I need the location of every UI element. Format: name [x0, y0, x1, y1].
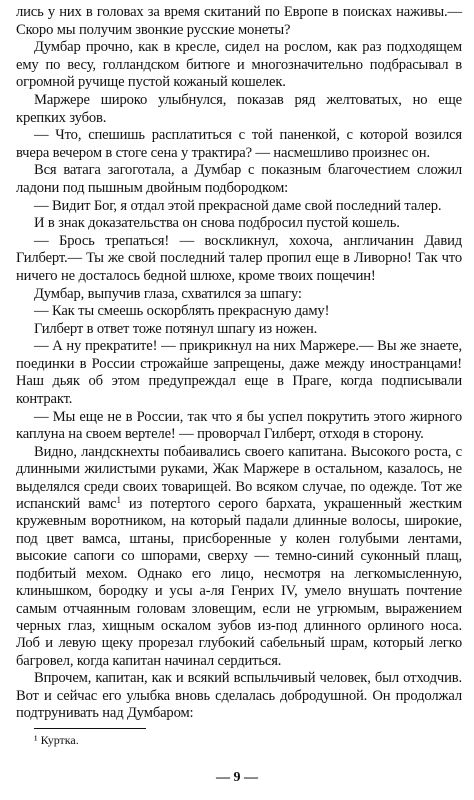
paragraph: Думбар прочно, как в кресле, сидел на рослом, как раз подходящем ему по весу, голландском битюге и многозначительно подбрасывал в огромной ручище пустой кожаный кошелек.	[16, 39, 462, 91]
paragraph: — А ну прекратите! — прикрикнул на них Маржере.— Вы же знаете, поединки в России строжайше запрещены, даже между иностранцами! Наш дьяк об этом предупреждал еще в Праге, когда подписывали контракт.	[16, 338, 462, 408]
paragraph	[16, 444, 462, 670]
paragraph: Впрочем, капитан, как и всякий вспыльчивый человек, был отходчив. Вот и сейчас его улыбка вновь сделалась добродушной. Он продолжал подтрунивать над Думбаром:	[16, 670, 462, 722]
paragraph-text: из потертого серого бархата, украшенный жестким кружевным воротником, на который падали длинные волосы, широкие, под цвет вамса, штаны, присборенные у колен голубыми лентами, высокие сапоги со шпорами, сверху — темно-синий суконный плащ, подбитый мехом. Однако его лицо, несмотря на легкомысленную, клинышком, бородку и усы а-ля Генрих IV, умело внушать почтение самым отчаянным головам зловещим, если не угрюмым, выражением черных глаз, хищным оскалом зубов из-под длинного орлиного носа. Лоб и левую щеку прорезал глубокий сабельный шрам, который легко багровел, когда капитан начинал сердиться.	[16, 496, 463, 669]
paragraph: И в знак доказательства он снова подбросил пустой кошель.	[34, 215, 400, 232]
page-number: — 9 —	[216, 770, 258, 785]
paragraph: — Видит Бог, я отдал этой прекрасной даме свой последний талер.	[34, 197, 442, 214]
paragraph-text: Видно, ландскнехты побаивались своего капитана. Высокого роста, с длинными жилистыми руками, Жак Маржере в остальном, казалось, не выделялся среди своих товарищей. Во всяком случае, по одежде. Тот же испанский вамс	[16, 443, 462, 513]
footnote-marker: 1	[116, 495, 121, 506]
footnote-area	[16, 728, 462, 747]
paragraph: Маржере широко улыбнулся, показав ряд желтоватых, но еще крепких зубов.	[16, 91, 462, 126]
footnote: ¹ Куртка.	[34, 733, 79, 747]
paragraph: Думбар, выпучив глаза, схватился за шпагу:	[34, 285, 302, 302]
paragraph: — Мы еще не в России, так что я бы успел покрутить этого жирного каплуна на своем вертеле! — проворчал Гилберт, отходя в сторону.	[16, 408, 462, 443]
paragraph: Гилберт в ответ тоже потянул шпагу из ножен.	[34, 320, 318, 337]
paragraph: — Что, спешишь расплатиться с той паненкой, с которой возился вчера вечером в стоге сена у трактира? — насмешливо произнес он.	[16, 127, 462, 161]
paragraph: — Как ты смеешь оскорблять прекрасную даму!	[34, 303, 330, 320]
footnote-divider	[34, 728, 146, 729]
body-text	[16, 4, 462, 723]
paragraph: — Брось трепаться! — воскликнул, хохоча, англичанин Давид Гилберт.— Ты же свой последний талер пропил еще в Ливорно! Так что ничего не досталось бедной шлюхе, кроме твоих пощечин!	[16, 232, 462, 284]
paragraph: лись у них в головах за время скитаний по Европе в поисках наживы.— Скоро мы получим звонкие русские монеты?	[16, 4, 462, 38]
paragraph: Вся ватага загоготала, а Думбар с показным благочестием сложил ладони под пышным двойным подбородком:	[16, 162, 462, 196]
